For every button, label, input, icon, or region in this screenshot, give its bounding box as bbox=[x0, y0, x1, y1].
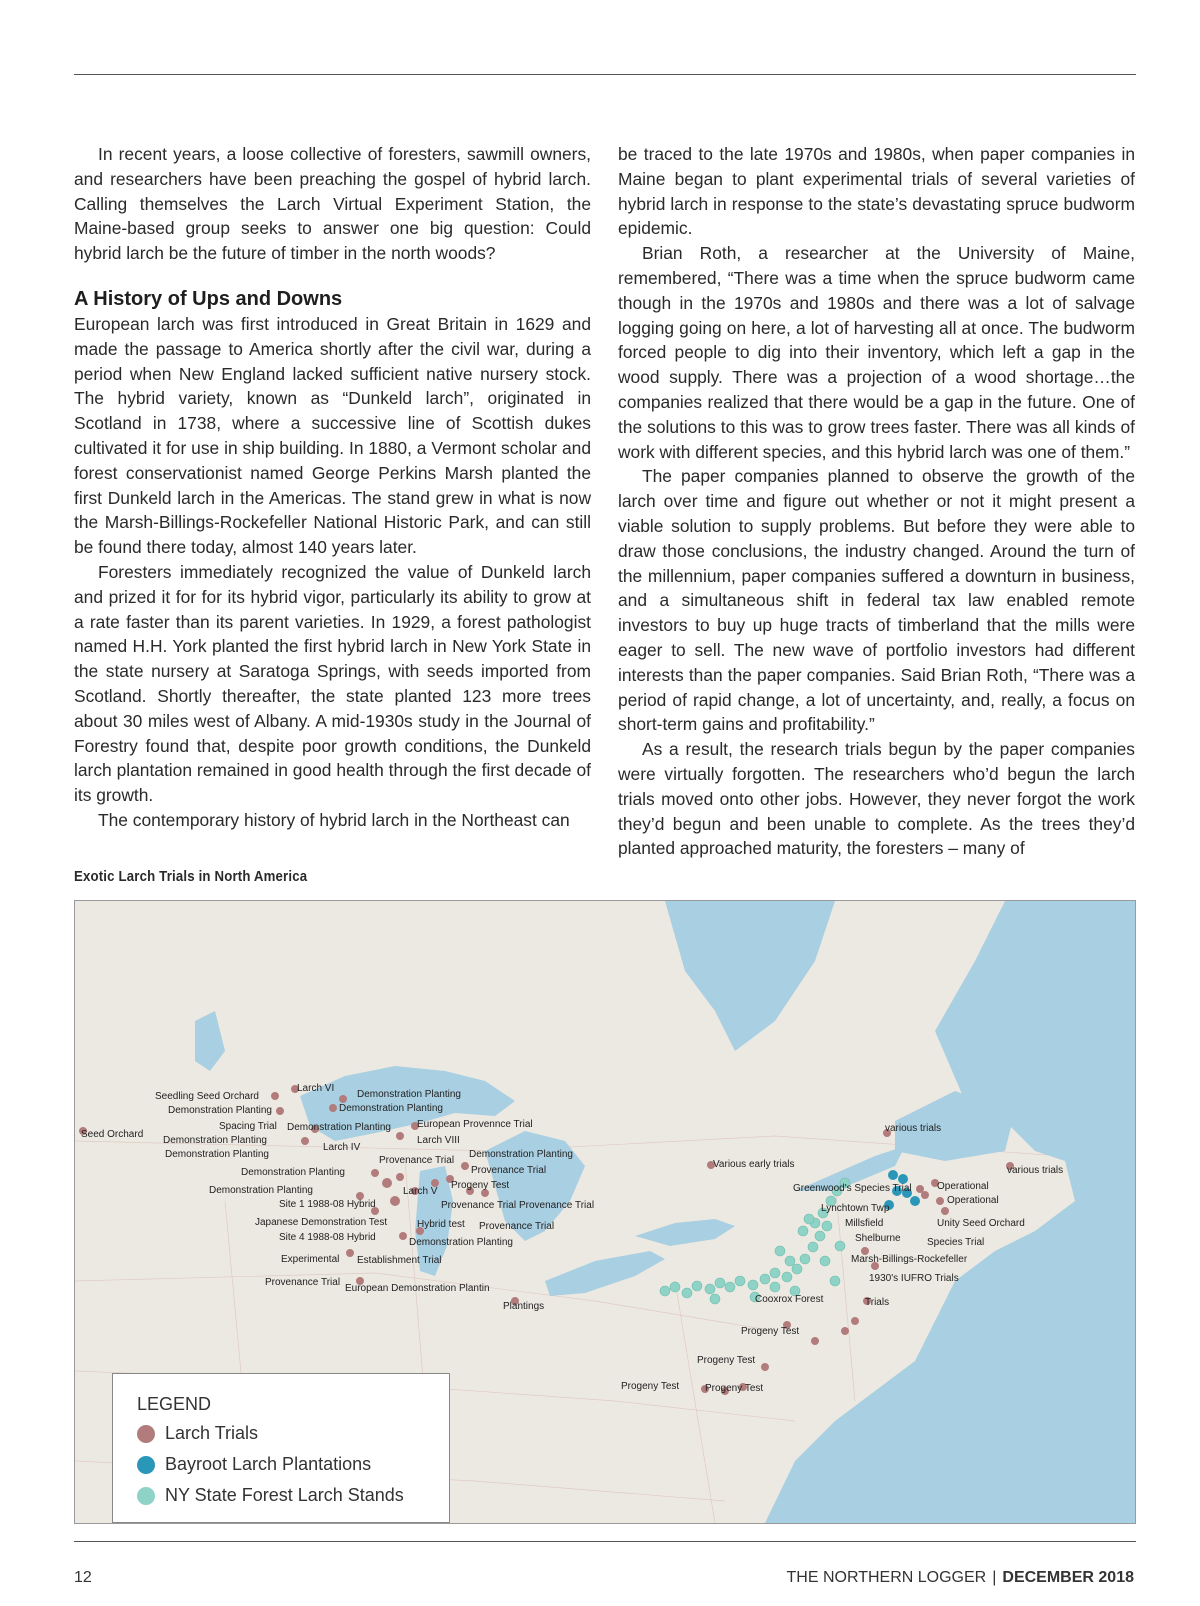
legend-label-larch-trials: Larch Trials bbox=[165, 1423, 259, 1443]
footer-publication bbox=[787, 1569, 1135, 1587]
section-heading: A History of Ups and Downs bbox=[74, 287, 343, 310]
label-greenwood: Greenwood's Species Trial bbox=[793, 1183, 912, 1194]
label-seedling-seed-orchard: Seedling Seed Orchard bbox=[155, 1091, 259, 1102]
label-seed-orchard: Seed Orchard bbox=[81, 1129, 144, 1140]
label-demo-planting-5: Demonstration Planting bbox=[163, 1135, 267, 1146]
legend-label-ny-state: NY State Forest Larch Stands bbox=[165, 1485, 404, 1505]
label-site1: Site 1 1988-08 Hybrid bbox=[279, 1199, 376, 1210]
right-column bbox=[618, 142, 1135, 861]
label-provenance-trial-5: Provenance Trial bbox=[265, 1277, 341, 1288]
label-demo-planting-6: Demonstration Planting bbox=[165, 1149, 269, 1160]
label-demo-planting-7: Demonstration Planting bbox=[469, 1149, 573, 1160]
issue-date: DECEMBER 2018 bbox=[1002, 1569, 1134, 1586]
label-progeny-test-1: Progeny Test bbox=[451, 1180, 510, 1191]
label-cooxrox: Cooxrox Forest bbox=[755, 1294, 824, 1305]
label-establishment: Establishment Trial bbox=[357, 1255, 442, 1266]
label-euro-demo: European Demonstration Plantin bbox=[345, 1283, 490, 1294]
label-experimental: Experimental bbox=[281, 1254, 340, 1265]
header-rule bbox=[74, 74, 1136, 75]
footer-separator: | bbox=[992, 1569, 997, 1586]
label-plantings: Plantings bbox=[503, 1301, 545, 1312]
label-trials: Trials bbox=[865, 1297, 890, 1308]
paragraph-2: Foresters immediately recognized the value of Dunkeld larch and prized it for for its hybrid vigor, particularly its ability to grow at a rate faster than its parent varieties. In 1929, a forest pathologist named H.H. York planted the first hybrid larch in New York State in the state nursery at Saratoga Springs, with seeds imported from Scotland. Shortly thereafter, the state planted 123 more trees about 30 miles west of Albany. A mid-1930s study in the Journal of Forestry found that, despite poor growth conditions, the Dunkeld larch plantation remained in good health through the first decade of its growth. bbox=[74, 561, 591, 806]
intro-paragraph: In recent years, a loose collective of foresters, sawmill owners, and researchers have been preaching the gospel of hybrid larch. Calling themselves the Larch Virtual Experiment Station, the Maine-based group seeks to answer one big question: Could hybrid larch be the future of timber in the north woods? bbox=[74, 144, 591, 264]
label-demo-planting-2: Demonstration Planting bbox=[357, 1089, 461, 1100]
legend-swatch-bayroot bbox=[137, 1456, 155, 1474]
label-species-trial: Species Trial bbox=[927, 1237, 985, 1248]
page-number: 12 bbox=[74, 1569, 92, 1586]
label-site4: Site 4 1988-08 Hybrid bbox=[279, 1232, 376, 1243]
label-various-trials-1: various trials bbox=[885, 1123, 942, 1134]
label-hybrid-test: Hybrid test bbox=[417, 1219, 465, 1230]
label-larch-iv: Larch IV bbox=[323, 1142, 361, 1153]
label-lynchtown: Lynchtown Twp bbox=[821, 1203, 890, 1214]
label-larch-vi: Larch VI bbox=[297, 1083, 335, 1094]
paragraph-r4: As a result, the research trials begun by the paper companies were virtually forgotten. The researchers who’d begun the larch trials moved onto other jobs. However, they never forgot the work they’d begun and been unable to complete. As the trees they’d planted approached maturity, the foresters – many of bbox=[618, 739, 1135, 859]
publication-name: THE NORTHERN LOGGER bbox=[786, 1569, 987, 1586]
legend-swatch-ny-state bbox=[137, 1487, 155, 1505]
label-progeny-test-3: Progeny Test bbox=[697, 1355, 756, 1366]
label-iufro: 1930's IUFRO Trials bbox=[869, 1273, 959, 1284]
label-various-trials-2: various trials bbox=[1007, 1165, 1064, 1176]
label-japanese-demo: Japanese Demonstration Test bbox=[255, 1217, 388, 1228]
label-demo-planting-1: Demonstration Planting bbox=[168, 1105, 272, 1116]
label-demo-planting-10: Demonstration Planting bbox=[409, 1237, 513, 1248]
label-various-early: Various early trials bbox=[713, 1159, 795, 1170]
label-demo-planting-3: Demonstration Planting bbox=[339, 1103, 443, 1114]
label-demo-planting-9: Demonstration Planting bbox=[209, 1185, 313, 1196]
label-operational-1: Operational bbox=[937, 1181, 989, 1192]
label-progeny-test-4: Progeny Test bbox=[621, 1381, 680, 1392]
label-spacing-trial: Spacing Trial bbox=[219, 1121, 277, 1132]
label-demo-planting-8: Demonstration Planting bbox=[241, 1167, 345, 1178]
label-demo-planting-4: Demonstration Planting bbox=[287, 1122, 391, 1133]
label-shelburne: Shelburne bbox=[855, 1233, 901, 1244]
footer-rule bbox=[74, 1541, 1136, 1542]
legend-swatch-larch-trials bbox=[137, 1425, 155, 1443]
left-column bbox=[74, 142, 591, 833]
label-marsh: Marsh-Billings-Rockefeller bbox=[851, 1254, 968, 1265]
label-provenance-trial-1: Provenance Trial bbox=[379, 1155, 455, 1166]
map-legend bbox=[112, 1373, 450, 1523]
label-provenance-trial-2: Provenance Trial bbox=[471, 1165, 547, 1176]
label-provenance-trial-3: Provenance Trial bbox=[441, 1200, 517, 1211]
legend-item-larch-trials bbox=[137, 1423, 258, 1444]
label-progeny-test-5: Progeny Test bbox=[705, 1383, 764, 1394]
paragraph-1: European larch was first introduced in Great Britain in 1629 and made the passage to America shortly after the civil war, during a period when New England lacked sufficient native nursery stock. The hybrid variety, known as “Dunkeld larch”, originated in Scotland in 1738, where a successive line of Scottish dukes cultivated it for use in ship building. In 1880, a Vermont scholar and forest conservationist named George Perkins Marsh planted the first Dunkeld larch in the Americas. The stand grew in what is now the Marsh-Billings-Rockefeller National Historic Park, and can still be found there today, almost 140 years later. bbox=[74, 313, 591, 558]
legend-item-ny-state bbox=[137, 1485, 404, 1506]
label-euro-provenance: European Provennce Trial bbox=[417, 1119, 533, 1130]
label-provenance-test: Provenance Trial bbox=[519, 1200, 595, 1211]
label-progeny-test-2: Progeny Test bbox=[741, 1326, 800, 1337]
label-operational-2: Operational bbox=[947, 1195, 999, 1206]
figure-caption: Exotic Larch Trials in North America bbox=[74, 868, 308, 885]
legend-item-bayroot bbox=[137, 1454, 371, 1475]
paragraph-r3: The paper companies planned to observe the growth of the larch over time and figure out whether or not it might present a viable solution to supply problems. But before they were able to draw those conclusions, the industry changed. Around the turn of the millennium, paper companies suffered a downturn in business, and a simultaneous shift in federal tax law enabled remote investors to buy up huge tracts of timberland that the mills were eager to sell. The new wave of portfolio investors had different interests than the paper companies. Said Brian Roth, “There was a period of rapid change, a lot of uncertainty, and, really, a focus on short-term gains and profitability.” bbox=[618, 466, 1135, 735]
label-unity: Unity Seed Orchard bbox=[937, 1218, 1025, 1229]
paragraph-r2: Brian Roth, a researcher at the University of Maine, remembered, “There was a time when the spruce budworm came though in the 1970s and 1980s and there was a lot of salvage logging going on here, a lot of harvesting all at once. The budworm forced people to dig into their inventory, which left a gap in the wood supply. There was a projection of a wood shortage…the companies realized that there would be a gap in the future. One of the solutions to this was to grow trees faster. There was all kinds of work with different species, and this hybrid larch was one of them.” bbox=[618, 243, 1135, 462]
label-provenance-trial-4: Provenance Trial bbox=[479, 1221, 555, 1232]
paragraph-3: The contemporary history of hybrid larch in the Northeast can bbox=[98, 809, 570, 830]
paragraph-r1: be traced to the late 1970s and 1980s, when paper companies in Maine began to plant experimental trials of several varieties of hybrid larch in response to the state’s devastating spruce budworm epidemic. bbox=[618, 144, 1135, 239]
legend-label-bayroot: Bayroot Larch Plantations bbox=[165, 1454, 372, 1474]
label-larch-viii: Larch VIII bbox=[417, 1135, 460, 1146]
label-larch-v: Larch V bbox=[403, 1186, 438, 1197]
label-millsfield: Millsfield bbox=[845, 1218, 884, 1229]
legend-title: LEGEND bbox=[137, 1394, 212, 1414]
